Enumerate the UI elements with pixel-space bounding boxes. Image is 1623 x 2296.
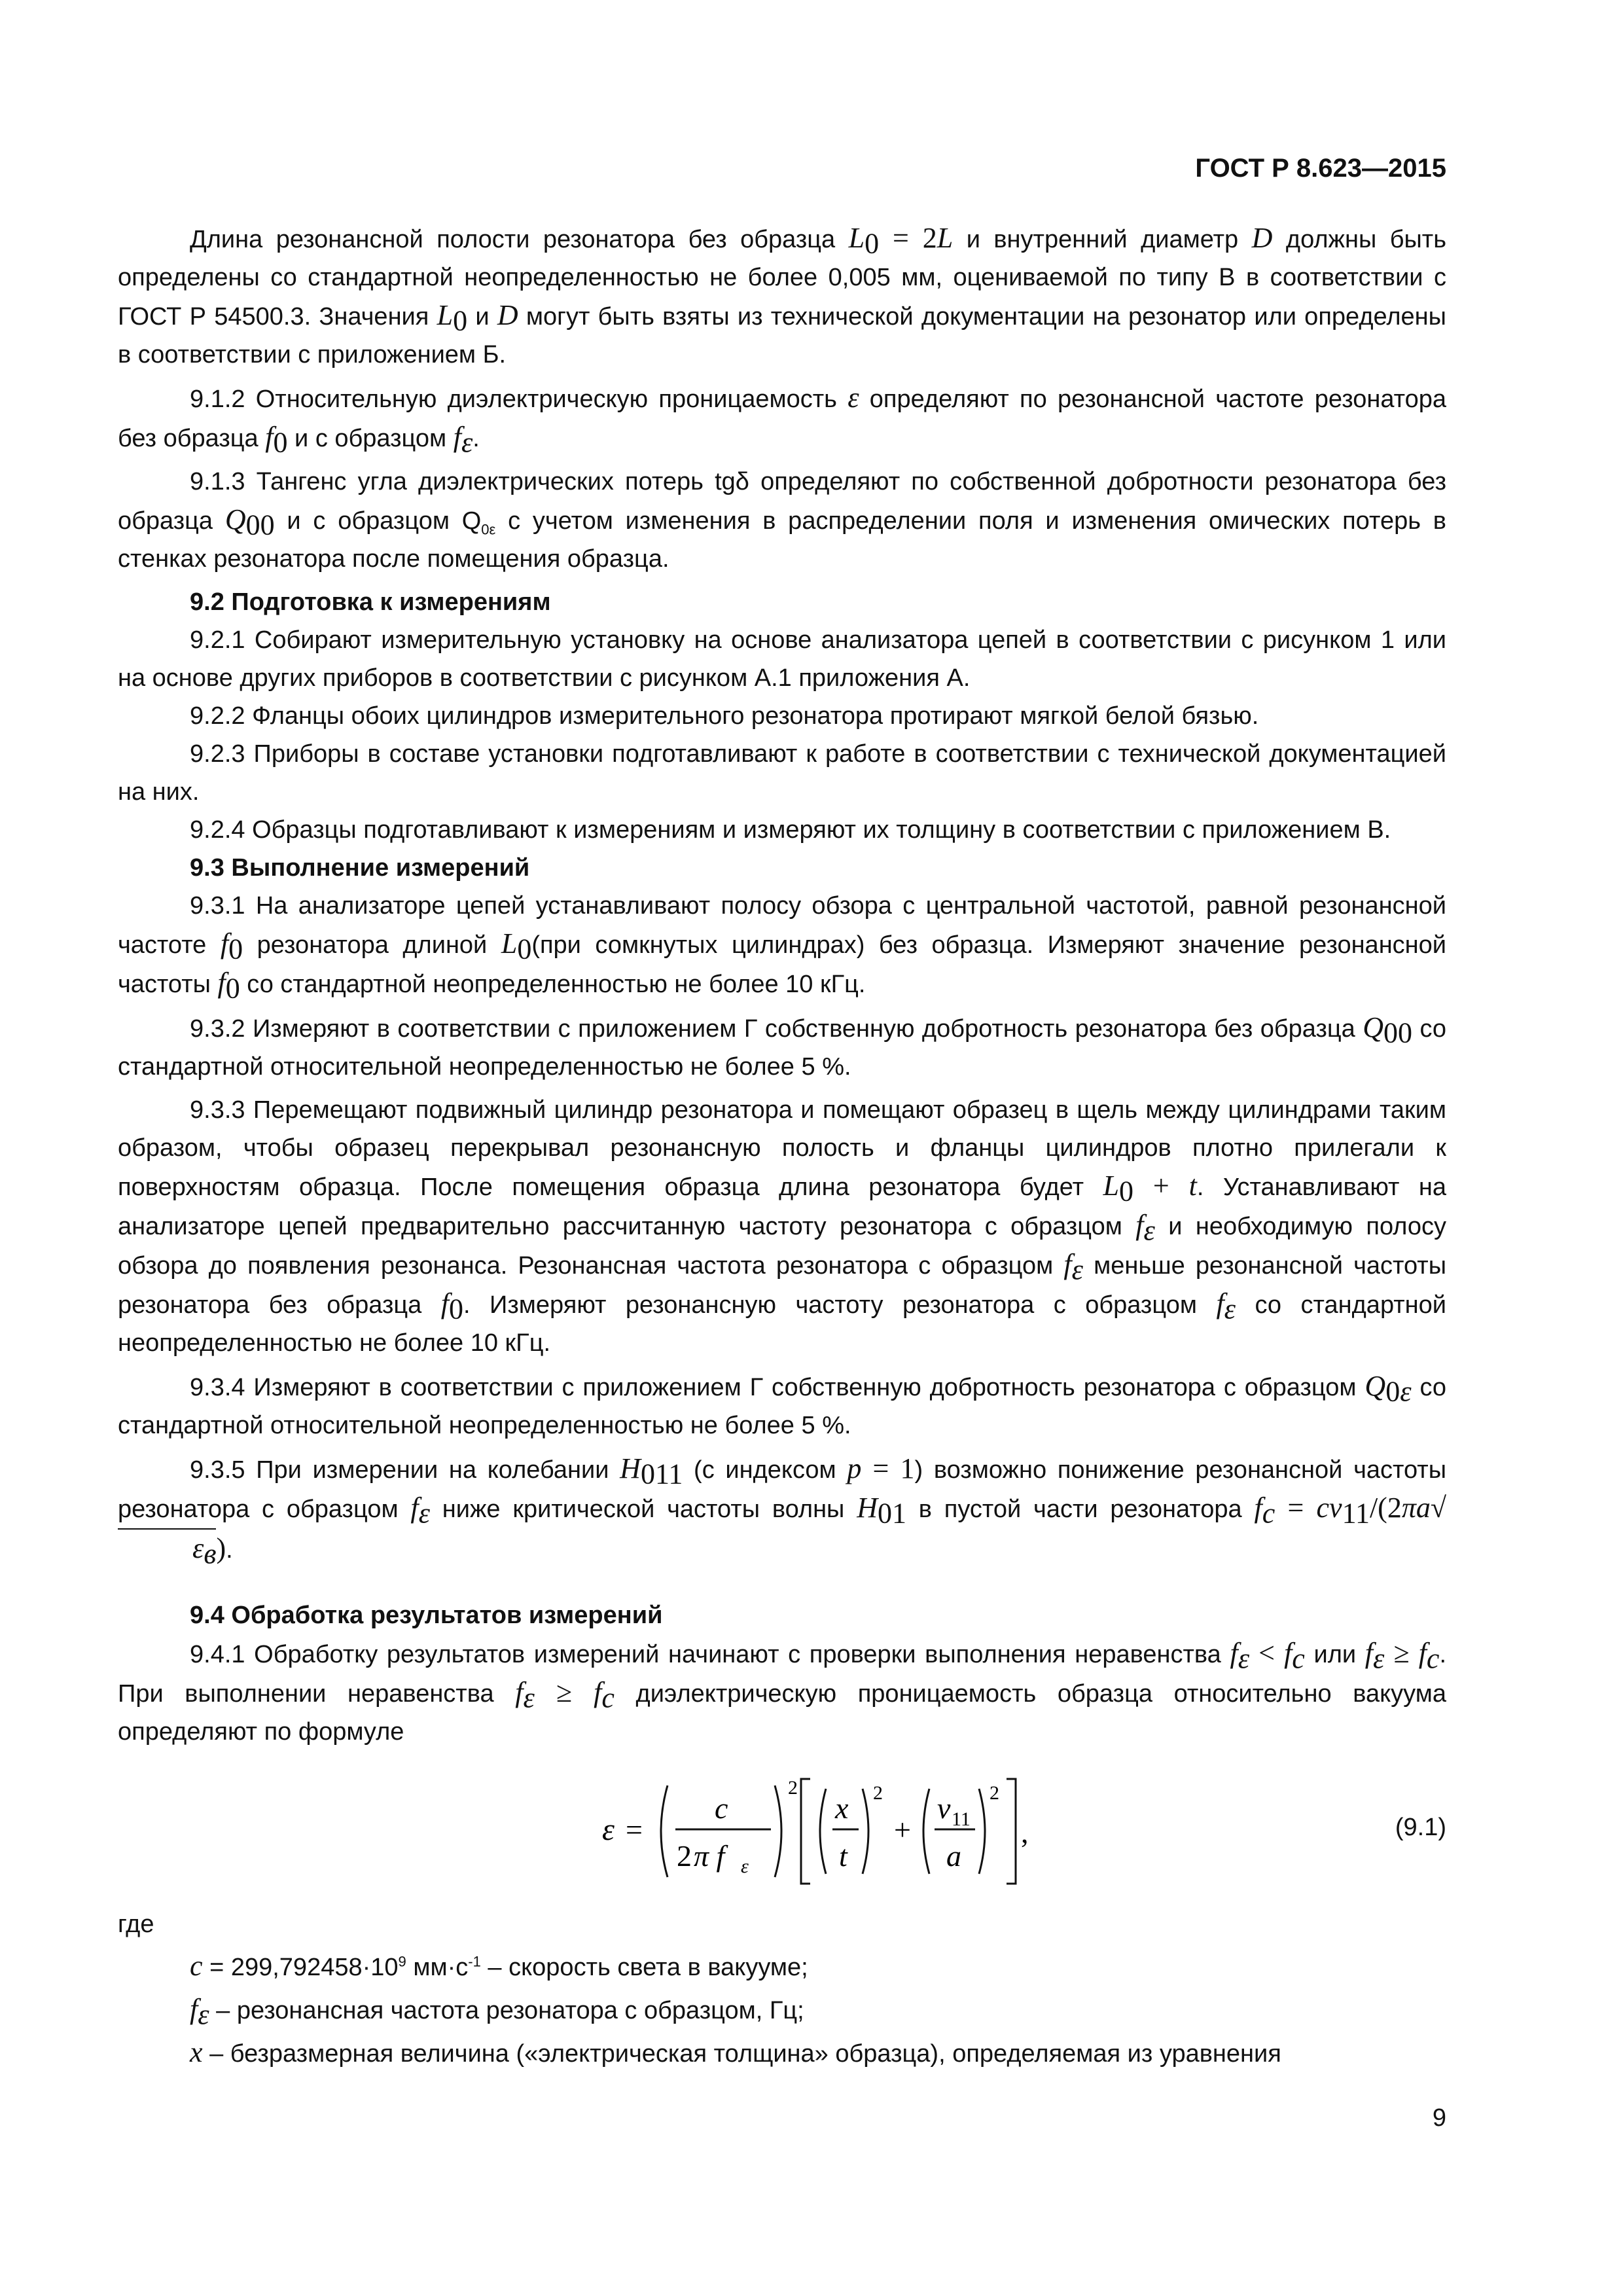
svg-text:t: t (839, 1839, 847, 1873)
paragraph-9-3-5: 9.3.5 При измерении на колебании $H_{011}$ (с индексом p = 1) возможно понижение резонансной частоты резонатора с образцом $f_\varepsilon$ ниже критической частоты волны $H_{01}$ в пустой части резонатора $f_c = cv_{11}/(2\pi a√\varepsilon_в)$. (118, 1452, 1447, 1570)
paragraph-9-3-3: 9.3.3 Перемещают подвижный цилиндр резонатора и помещают образец в щель между цилиндрами таким образом, чтобы образец перекрывал резонансную полость и фланцы цилиндров плотно прилегали к поверхностям образца. После помещения образца длина резонатора будет $L_0 + t$. Устанавливают на анализаторе цепей предварительно рассчитанную частоту резонатора с образцом $f_\varepsilon$ и необходимую полосу обзора до появления резонанса. Резонансная частота резонатора с образцом $f_\varepsilon$ меньше резонансной частоты резонатора без образца $f_0$. Измеряют резонансную частоту резонатора с образцом $f_\varepsilon$ со стандартной неопределенностью не более 10 кГц. (118, 1096, 1447, 1357)
paragraph-9-3-1: 9.3.1 На анализаторе цепей устанавливают полосу обзора с центральной частотой, равной резонансной частоте $f_0$ резонатора длиной $L_0(при$ сомкнутых цилиндрах) без образца. Измеряют значение резонансной частоты $f_0$ со стандартной неопределенностью не более 10 кГц. (118, 892, 1447, 1005)
paragraph-9-1-3: 9.1.3 Тангенс угла диэлектрических потерь tgδ определяют по собственной добротности резонатора без образца $Q_{00}$ и с образцом $Q_{0\varepsilon}$ с учетом изменения в распределении поля и изменения омических потерь в стенках резонатора после помещения образца. (118, 468, 1446, 573)
paragraph-9-3-4: 9.3.4 Измеряют в соответствии с приложением Г собственную добротность резонатора с образцом $Q_{0\varepsilon}$ со стандартной относительной неопределенностью не более 5 %. (118, 1370, 1447, 1439)
formula-9-1-graphic (602, 1763, 1165, 1900)
section-heading-9-3: 9.3 Выполнение измерений (190, 854, 530, 882)
svg-text:+: + (894, 1813, 911, 1846)
svg-text:2: 2 (873, 1782, 883, 1804)
svg-text:2: 2 (788, 1777, 798, 1799)
paragraph-9-2-1: 9.2.1 Собирают измерительную установку на основе анализатора цепей в соответствии с рисунком 1 или на основе других приборов в соответствии с рисунком А.1 приложения А. (118, 626, 1446, 692)
paragraph-9-2-4: 9.2.4 Образцы подготавливают к измерениям и измеряют их толщину в соответствии с приложением В. (190, 816, 1391, 844)
svg-text:v: v (937, 1791, 951, 1825)
document-body (118, 219, 1446, 2077)
svg-text:2: 2 (677, 1839, 692, 1873)
paragraph-intro: Длина резонансной полости резонатора без образца $L_0 = 2L$ и внутренний диаметр D должны быть определены со стандартной неопределенностью не более 0,005 мм, оцениваемой по типу В в соответствии с ГОСТ Р 54500.3. Значения $L_0$ и D могут быть взяты из технической документации на резонатор или определены в соответствии с приложением Б. (118, 222, 1447, 368)
svg-text:ε: ε (741, 1856, 749, 1877)
section-heading-9-4: 9.4 Обработка результатов измерений (190, 1602, 663, 1629)
svg-text:,: , (1021, 1816, 1029, 1849)
formula-9-1 (118, 1763, 1446, 1900)
page-number: 9 (1432, 2104, 1446, 2132)
where-label: где (118, 1910, 154, 1938)
definition-c: $c = 299,792458\cdot 10^9$ $мм\cdot с^{-1}$ – скорость света в вакууме; (190, 1950, 808, 1982)
paragraph-9-4-1: 9.4.1 Обработку результатов измерений начинают с проверки выполнения неравенства $f_\varepsilon < f_c$ или $f_\varepsilon \ge f_c$. При выполнении неравенства $f_\varepsilon \ge f_c$ диэлектрическую проницаемость образца относительно вакуума определяют по формуле (118, 1637, 1447, 1746)
section-heading-9-2: 9.2 Подготовка к измерениям (190, 588, 551, 616)
paragraph-9-2-2: 9.2.2 Фланцы обоих цилиндров измерительного резонатора протирают мягкой белой бязью. (190, 702, 1259, 730)
svg-text:a: a (946, 1839, 961, 1873)
paragraph-9-3-2: 9.3.2 Измеряют в соответствии с приложением Г собственную добротность резонатора без образца $Q_{00}$ со стандартной относительной неопределенностью не более 5 %. (118, 1011, 1446, 1081)
svg-text:c: c (715, 1791, 728, 1825)
svg-text:ε: ε (602, 1812, 615, 1847)
svg-text:π f: π f (694, 1839, 725, 1873)
svg-text:x: x (835, 1791, 849, 1825)
definition-f-epsilon: $f_\varepsilon$ – резонансная частота резонатора с образцом, Гц; (190, 1993, 804, 2031)
svg-text:11: 11 (952, 1808, 971, 1830)
svg-text:=: = (626, 1813, 643, 1846)
svg-text:2: 2 (990, 1782, 999, 1804)
definition-x: x – безразмерная величина («электрическая толщина» образца), определяемая из уравнения (190, 2036, 1281, 2068)
document-header: ГОСТ Р 8.623—2015 (1195, 154, 1446, 183)
paragraph-9-2-3: 9.2.3 Приборы в составе установки подготавливают к работе в соответствии с технической документацией на них. (118, 740, 1446, 806)
equation-number: (9.1) (1395, 1814, 1446, 1841)
paragraph-9-1-2: 9.1.2 Относительную диэлектрическую проницаемость ε определяют по резонансной частоте резонатора без образца $f_0$ и с образцом $f_\varepsilon$. (118, 382, 1447, 459)
